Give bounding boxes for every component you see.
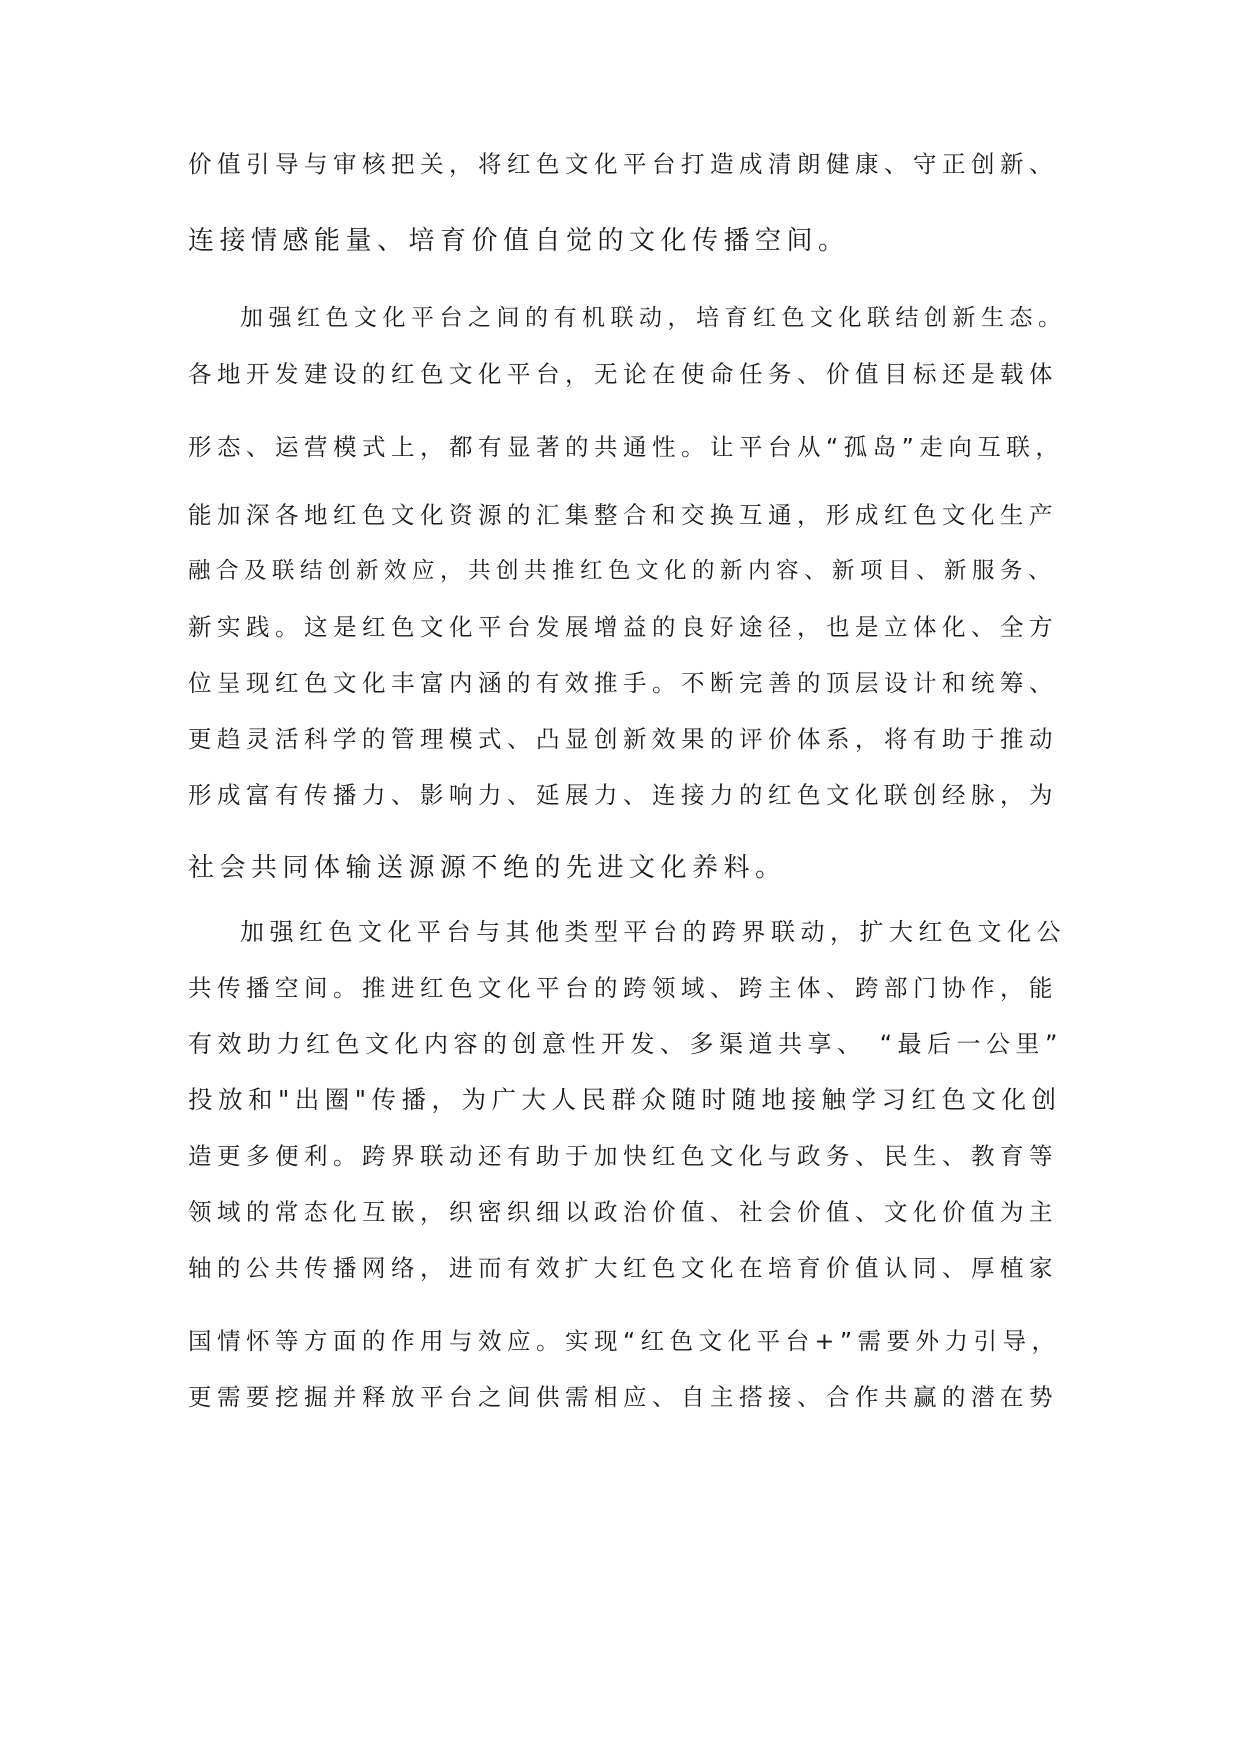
text-line: 更趋灵活科学的管理模式、凸显创新效果的评价体系，将有助于推动 [188,725,1058,753]
text-line: 价值引导与审核把关，将红色文化平台打造成清朗健康、守正创新、 [188,150,1058,178]
text-line: 形态、运营模式上，都有显著的共通性。让平台从“孤岛”走向互联， [188,433,1065,461]
text-line: 连接情感能量、培育价值自觉的文化传播空间。 [188,226,850,256]
text-line: 轴的公共传播网络，进而有效扩大红色文化在培育价值认同、厚植家 [188,1254,1058,1282]
text-line: 位呈现红色文化丰富内涵的有效推手。不断完善的顶层设计和统筹、 [188,669,1058,697]
text-line: 各地开发建设的红色文化平台，无论在使命任务、价值目标还是载体 [188,360,1058,388]
text-line: 能加深各地红色文化资源的汇集整合和交换互通，形成红色文化生产 [188,501,1058,529]
text-line: 新实践。这是红色文化平台发展增益的良好途径，也是立体化、全方 [188,613,1058,641]
text-line: 有效助力红色文化内容的创意性开发、多渠道共享、 “最后一公里” [188,1030,1063,1058]
text-line: 造更多便利。跨界联动还有助于加快红色文化与政务、民生、教育等 [188,1142,1058,1170]
text-line: 投放和"出圈"传播，为广大人民群众随时随地接触学习红色文化创 [188,1085,1062,1114]
paragraph-start-line: 加强红色文化平台之间的有机联动，培育红色文化联结创新生态。 [240,305,1067,331]
text-line: 更需要挖掘并释放平台之间供需相应、自主搭接、合作共赢的潜在势 [188,1383,1058,1411]
text-line: 融合及联结创新效应，共创共推红色文化的新内容、新项目、新服务、 [188,558,1057,584]
paragraph-start-line: 加强红色文化平台与其他类型平台的跨界联动，扩大红色文化公 [240,918,1066,946]
text-line: 领域的常态化互嵌，织密织细以政治价值、社会价值、文化价值为主 [188,1198,1058,1226]
text-line: 国情怀等方面的作用与效应。实现“红色文化平台+”需要外力引导， [188,1327,1061,1355]
text-line: 社会共同体输送源源不绝的先进文化养料。 [188,853,787,883]
text-line: 形成富有传播力、影响力、延展力、连接力的红色文化联创经脉，为 [188,781,1058,809]
text-line: 共传播空间。推进红色文化平台的跨领域、跨主体、跨部门协作，能 [188,974,1058,1002]
